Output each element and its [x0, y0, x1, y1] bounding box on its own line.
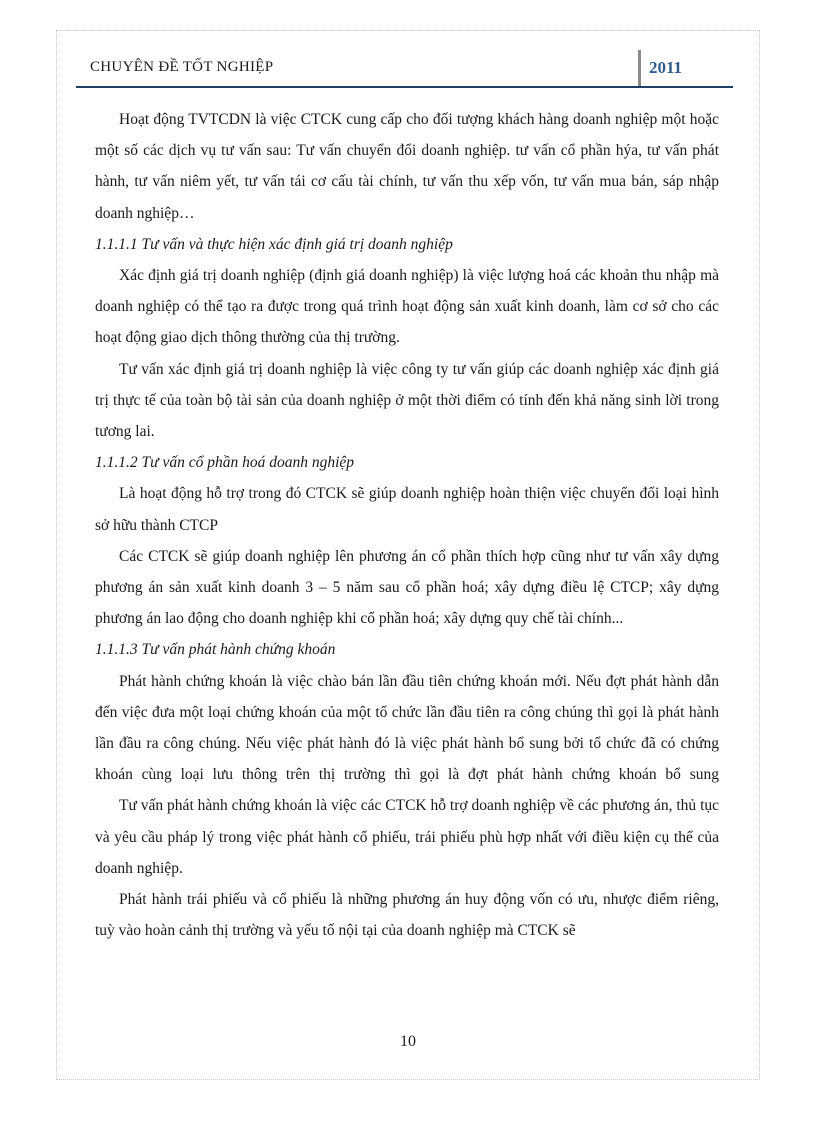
paragraph: Tư vấn phát hành chứng khoán là việc các CTCK hỗ trợ doanh nghiệp về các phương án, thủ tục và yêu cầu pháp lý trong việc phát hành cổ phiếu, trái phiếu phù hợp nhất với điều kiện cụ thể của doanh nghiệp.: [95, 797, 719, 877]
section-heading: 1.1.1.1 Tư vấn và thực hiện xác định giá trị doanh nghiệp: [95, 235, 453, 253]
section-heading: 1.1.1.2 Tư vấn cổ phần hoá doanh nghiệp: [95, 454, 355, 472]
header-divider: [638, 50, 641, 86]
paragraph: Là hoạt động hỗ trợ trong đó CTCK sẽ giúp doanh nghiệp hoàn thiện việc chuyển đổi loại hình sở hữu thành CTCP: [95, 485, 719, 534]
header-year: 2011: [649, 58, 683, 77]
paragraph: Phát hành trái phiếu và cổ phiếu là những phương án huy động vốn có ưu, nhược điểm riêng, tuỳ vào hoàn cảnh thị trường và yếu tố nội tại của doanh nghiệp mà CTCK sẽ: [95, 891, 719, 940]
paragraph: Tư vấn xác định giá trị doanh nghiệp là việc công ty tư vấn giúp các doanh nghiệp xác định giá trị thực tế của toàn bộ tài sản của doanh nghiệp ở một thời điểm có tính đến khả năng sinh lời trong tương lai.: [95, 360, 719, 441]
page-header: [76, 50, 733, 88]
paragraph: Hoạt động TVTCDN là việc CTCK cung cấp cho đối tượng khách hàng doanh nghiệp một hoặc một số các dịch vụ tư vấn sau: Tư vấn chuyển đổi doanh nghiệp. tư vấn cổ phần hýa, tư vấn phát hành, tư vấn niêm yết, tư vấn tái cơ cấu tài chính, tư vấn thu xếp vốn, tư vấn mua bán, sáp nhập doanh nghiệp…: [95, 111, 719, 222]
paragraph: Các CTCK sẽ giúp doanh nghiệp lên phương án cổ phần thích hợp cũng như tư vấn xây dựng phương án sản xuất kinh doanh 3 – 5 năm sau cổ phần hoá; xây dựng điều lệ CTCP; xây dựng phương án lao động cho doanh nghiệp khi cổ phần hoá; xây dựng quy chế tài chính...: [95, 547, 719, 628]
document-body: [95, 104, 719, 946]
section-heading: 1.1.1.3 Tư vấn phát hành chứng khoán: [95, 641, 336, 659]
paragraph: Phát hành chứng khoán là việc chào bán lần đầu tiên chứng khoán mới. Nếu đợt phát hành dẫn đến việc đưa một loại chứng khoán của một tổ chức lần đầu tiên ra công chúng thì gọi là phát hành lần đầu ra công chúng. Nếu việc phát hành đó là việc phát hành bổ sung bởi tổ chức đã có chứng khoán cùng loại lưu thông trên thị trường thì gọi là đợt phát hành chứng khoán bổ sung: [95, 672, 719, 784]
header-title: CHUYÊN ĐỀ TỐT NGHIỆP: [90, 59, 274, 75]
page-number: 10: [400, 1033, 416, 1050]
paragraph: Xác định giá trị doanh nghiệp (định giá doanh nghiệp) là việc lượng hoá các khoản thu nhập mà doanh nghiệp có thể tạo ra được trong quá trình hoạt động sản xuất kinh doanh, làm cơ sở cho các hoạt động giao dịch thông thường của thị trường.: [95, 267, 719, 347]
